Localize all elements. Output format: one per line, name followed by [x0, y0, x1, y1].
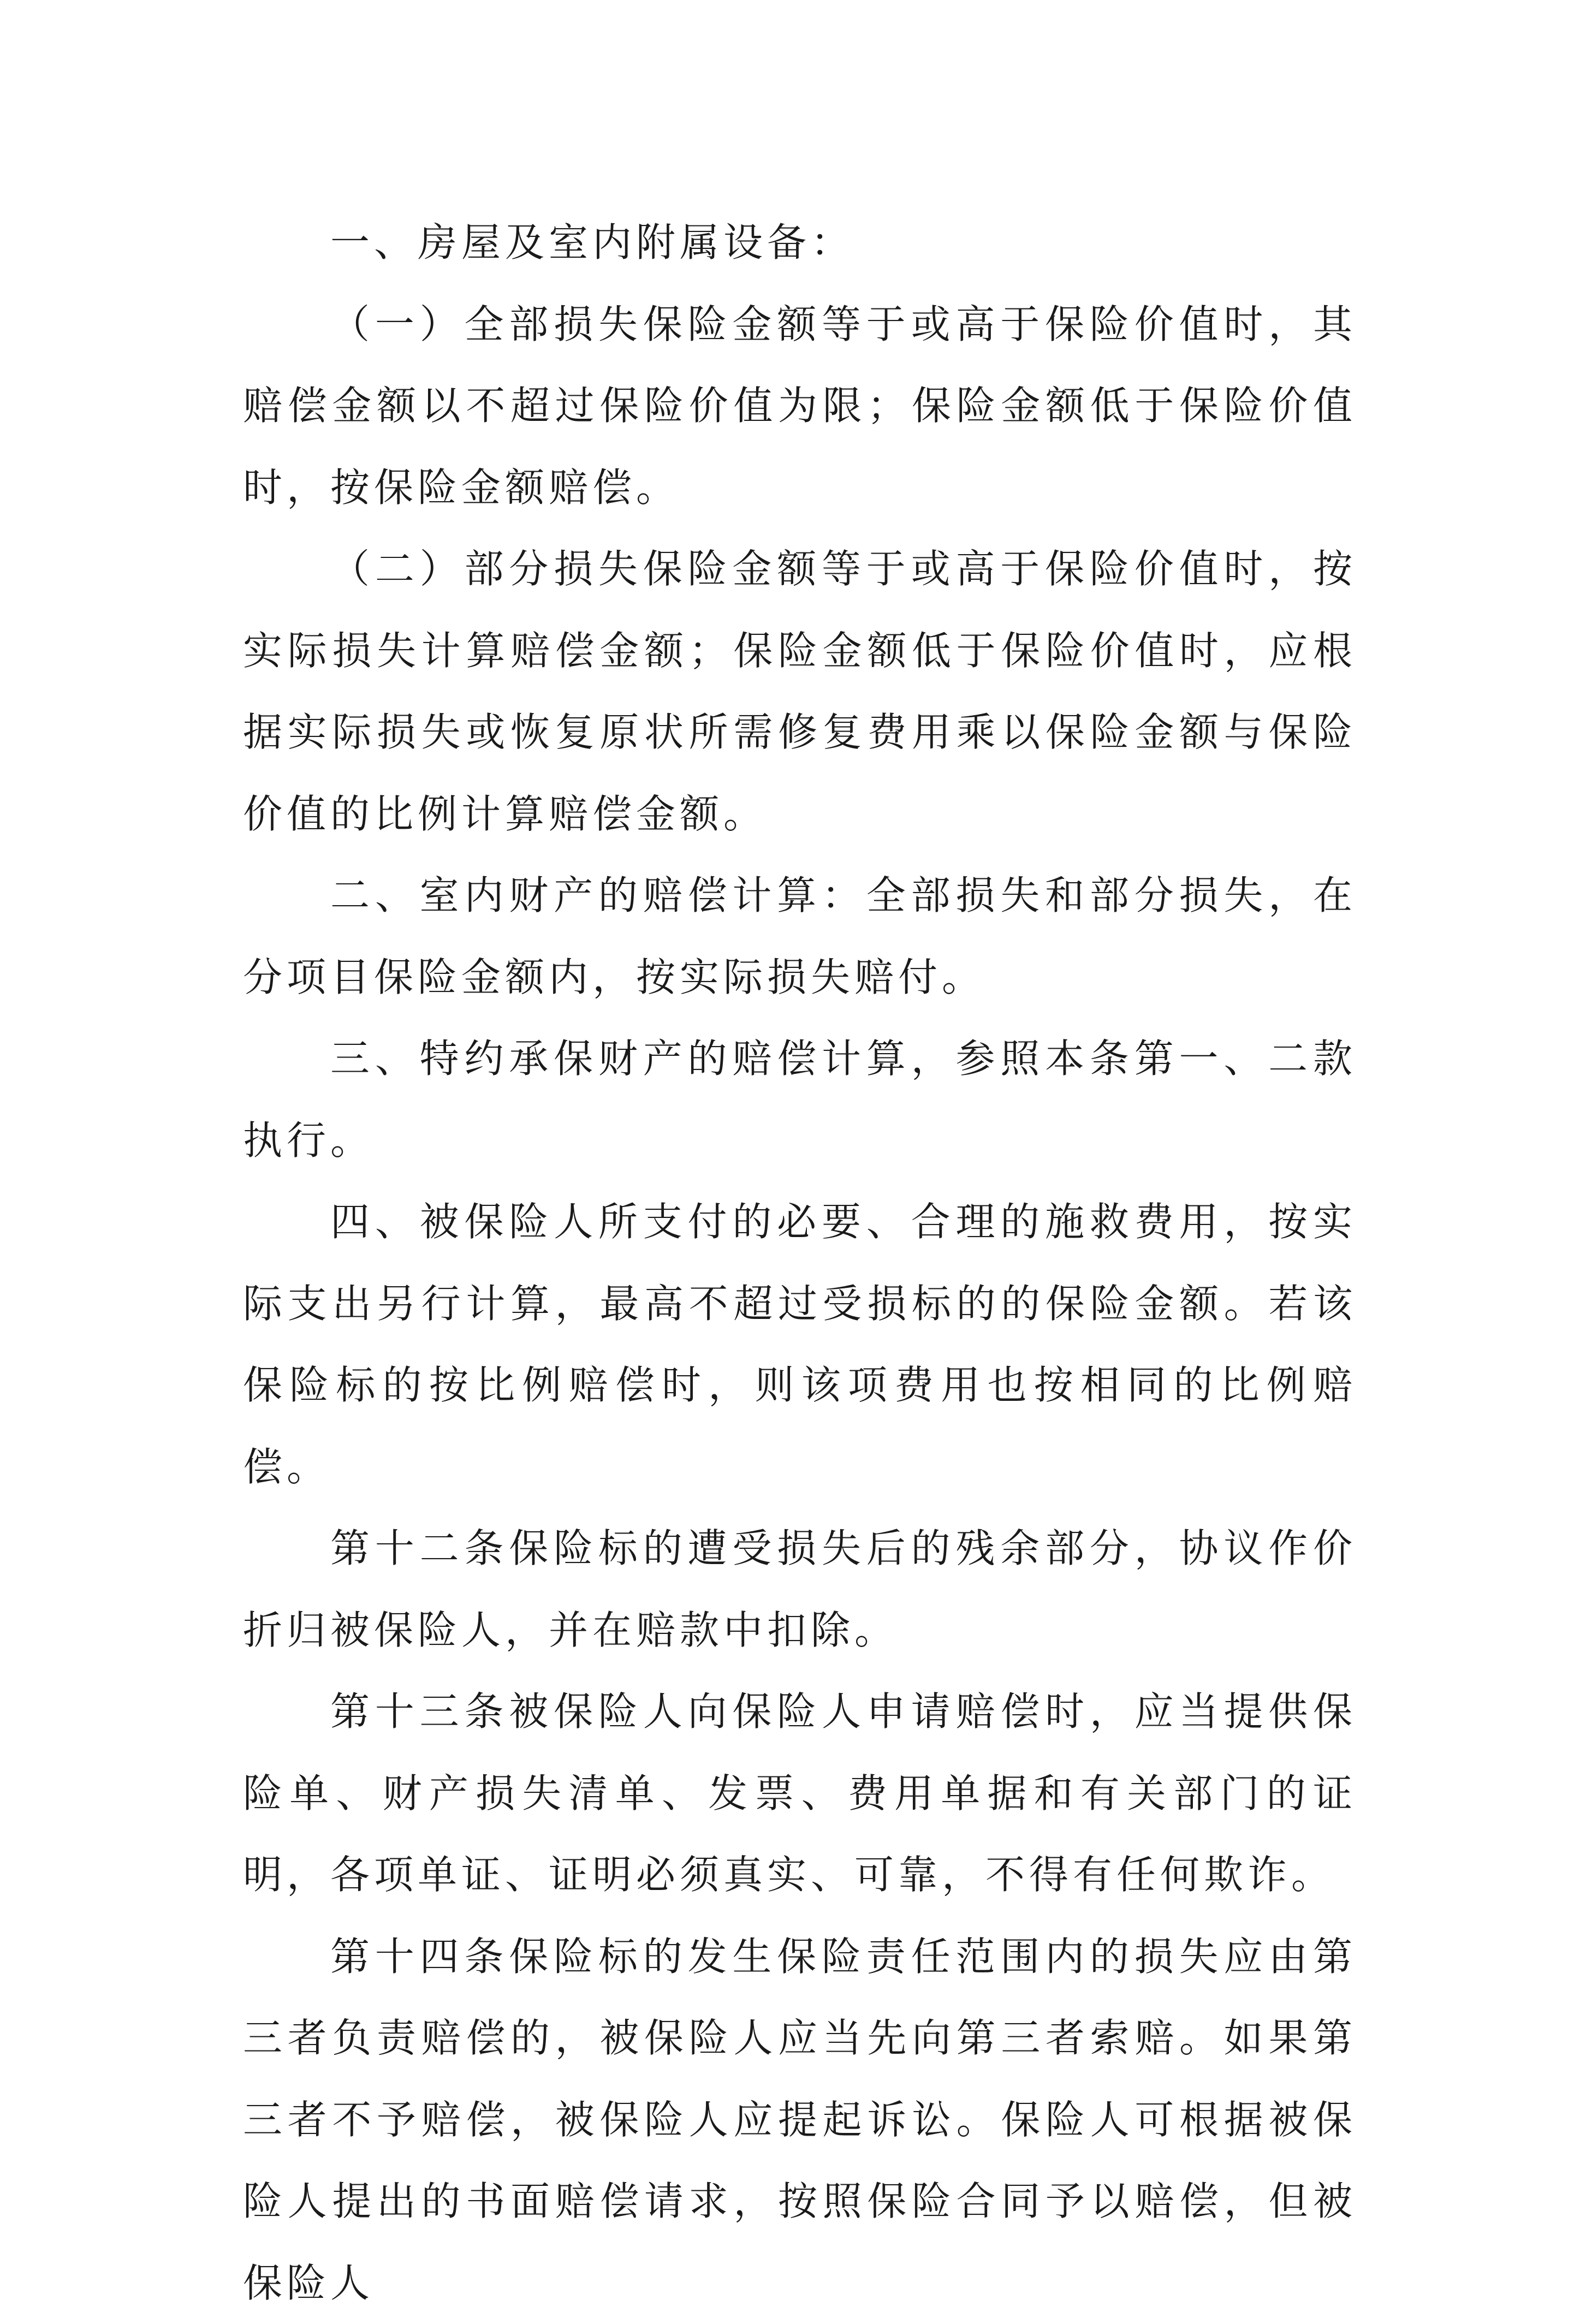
- paragraph-indoor-property: 二、室内财产的赔偿计算：全部损失和部分损失，在分项目保险金额内，按实际损失赔付。: [243, 855, 1357, 1018]
- paragraph-rescue-costs: 四、被保险人所支付的必要、合理的施救费用，按实际支出另行计算，最高不超过受损标的的保险金额。若该保险标的按比例赔偿时，则该项费用也按相同的比例赔偿。: [243, 1181, 1357, 1508]
- paragraph-special-property: 三、特约承保财产的赔偿计算，参照本条第一、二款执行。: [243, 1018, 1357, 1181]
- body-text: [243, 202, 1357, 2324]
- paragraph-article-12: 第十二条保险标的遭受损失后的残余部分，协议作价折归被保险人，并在赔款中扣除。: [243, 1508, 1357, 1671]
- paragraph-article-14: 第十四条保险标的发生保险责任范围内的损失应由第三者负责赔偿的，被保险人应当先向第三者索赔。如果第三者不予赔偿，被保险人应提起诉讼。保险人可根据被保险人提出的书面赔偿请求，按照保险合同予以赔偿，但被保险人: [243, 1916, 1357, 2324]
- paragraph-article-13: 第十三条被保险人向保险人申请赔偿时，应当提供保险单、财产损失清单、发票、费用单据和有关部门的证明，各项单证、证明必须真实、可靠，不得有任何欺诈。: [243, 1671, 1357, 1916]
- paragraph-partial-loss: （二）部分损失保险金额等于或高于保险价值时，按实际损失计算赔偿金额；保险金额低于保险价值时，应根据实际损失或恢复原状所需修复费用乘以保险金额与保险价值的比例计算赔偿金额。: [243, 528, 1357, 855]
- paragraph-total-loss: （一）全部损失保险金额等于或高于保险价值时，其赔偿金额以不超过保险价值为限；保险金额低于保险价值时，按保险金额赔偿。: [243, 284, 1357, 529]
- paragraph-house-equipment-heading: 一、房屋及室内附属设备：: [243, 202, 1357, 284]
